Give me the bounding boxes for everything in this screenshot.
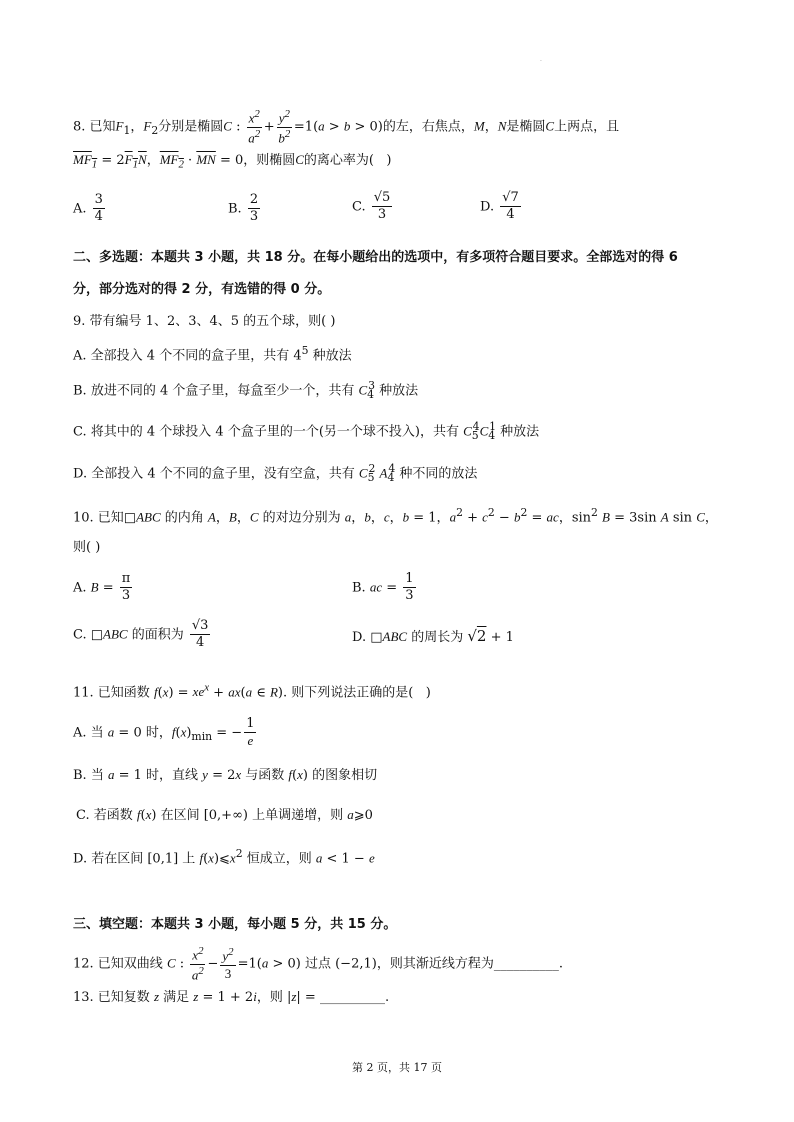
q8-option-b: B. $\frac{2}{3}$: [228, 192, 259, 225]
q11-option-b: B. 当 a = 1 时，直线 y = 2x 与函数 f(x) 的图象相切: [73, 767, 378, 783]
page-footer: 第 2 页，共 17 页: [352, 1061, 442, 1074]
q12-stem: 12. 已知双曲线 C : $\frac{x^2}{a^2}$ − $\frac{y^2}{3}$ =1(a > 0) 过点 (−2,1)，则其渐近线方程为__________.: [73, 945, 563, 982]
q10-stem2: 则( ): [73, 540, 101, 555]
q10-option-b: B. ac = $\frac{1}{3}$: [352, 571, 414, 604]
q9-option-a: A. 全部投入 4 个不同的盒子里，共有 $4^5$ 种放法: [73, 344, 352, 364]
q10-option-c: C. □ABC 的面积为 $\frac{√3}{4}$: [73, 618, 209, 651]
q8-condition: $MF_1 = 2F_1N$，$MF_2 \cdot \overline{MN} = 0$，则椭圆C的离心率为( ): [73, 152, 392, 171]
q9-option-b: B. 放进不同的 4 个盒子里，每盒至少一个，共有 $C_4^3$ 种放法: [73, 379, 419, 401]
q11-option-c: C. 若函数 f(x) 在区间 [0,+∞) 上单调递增，则 a⩾0: [76, 807, 373, 823]
q10-stem: 10. 已知□ABC 的内角 A，B，C 的对边分别为 a，b，c，b = 1，$a^2 + c^2 - b^2$ = ac，$\sin^2 B = 3\sin$ A sin C，: [73, 506, 718, 526]
q11-stem: 11. 已知函数 $f(x) = xe^x + ax(a$ ∈ R). 则下列说法正确的是( ): [73, 682, 431, 701]
q8-stem: 8. 已知$F_1$，$F_2$分别是椭圆C : $\frac{x^2}{a^2}$ + $\frac{y^2}{b^2}$ =1(a > b > 0)的左，右焦点，M，N是椭圆C上两点，且: [73, 108, 620, 145]
q8-option-a: A. $\frac{3}{4}$: [73, 192, 103, 225]
section2-line2: 分，部分选对的得 2 分，有选错的得 0 分。: [73, 282, 331, 297]
q9-stem: 9. 带有编号 1、2、3、4、5 的五个球，则( ): [73, 314, 336, 329]
q13-stem: 13. 已知复数 z 满足 z = 1 + 2i，则 |z| = __________.: [73, 989, 390, 1005]
q10-option-a: A. B = $\frac{\pi}{3}$: [73, 571, 131, 604]
page-mark: .: [540, 56, 542, 63]
q11-option-a: A. 当 a = 0 时，$f(x)_{min}$ = − $\frac{1}{e}$: [73, 716, 255, 749]
q10-option-d: D. □ABC 的周长为 √2 + 1: [352, 627, 514, 645]
q9-option-d: D. 全部投入 4 个不同的盒子里，没有空盒，共有 $C_5^2$ $A_4^4$ 种不同的放法: [73, 462, 478, 484]
q8-option-d: D. $\frac{√7}{4}$: [480, 190, 519, 223]
section2-line1: 二、多选题：本题共 3 小题，共 18 分。在每小题给出的选项中，有多项符合题目要求。全部选对的得 6: [73, 250, 678, 265]
q8-option-c: C. $\frac{√5}{3}$: [352, 190, 391, 223]
q11-option-d: D. 若在区间 [0,1] 上 $f(x)⩽x^2$ 恒成立，则 a < 1 − e: [73, 847, 375, 867]
q9-option-c: C. 将其中的 4 个球投入 4 个盒子里的一个(另一个球不投入)，共有 $C_5^4C_4^1$ 种放法: [73, 420, 540, 442]
section3-heading: 三、填空题：本题共 3 小题，每小题 5 分，共 15 分。: [73, 917, 397, 932]
